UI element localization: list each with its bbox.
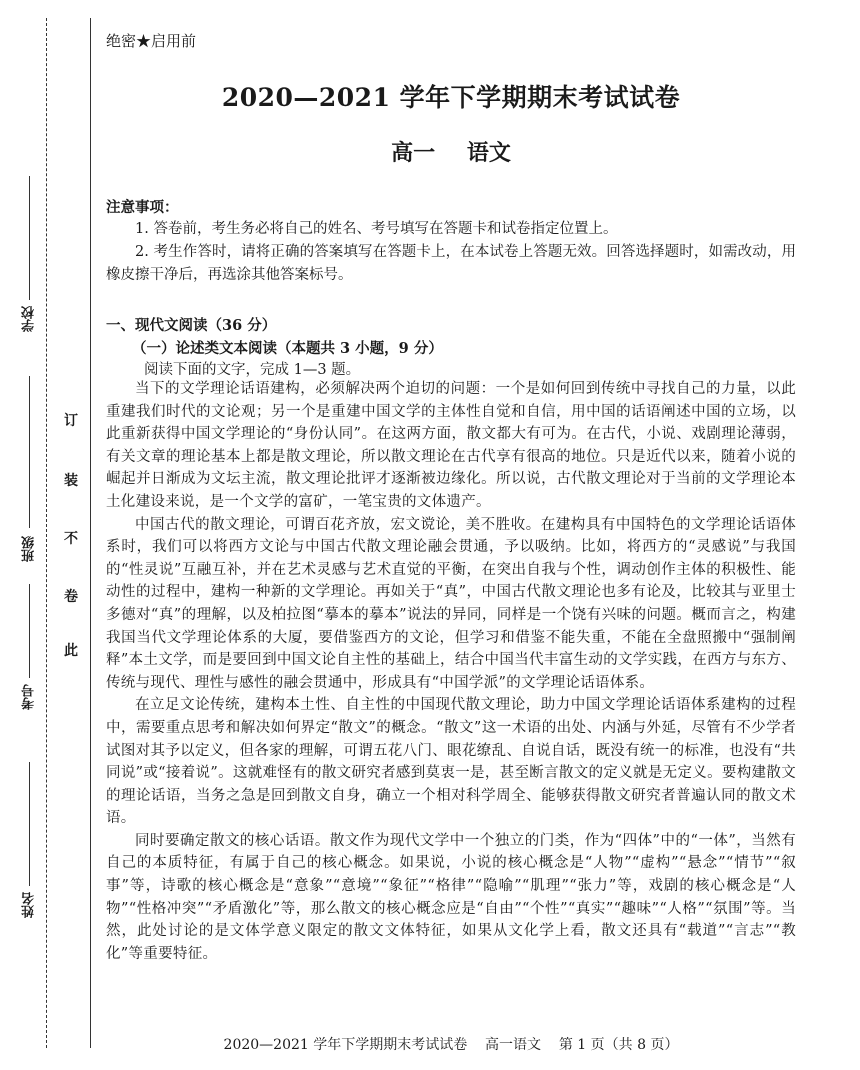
binding-margin (0, 0, 92, 1070)
subsection-heading: （一）论述类文本阅读（本题共 3 小题，9 分） (132, 340, 443, 357)
cut-dashed-line (46, 18, 47, 1048)
school-blank[interactable] (29, 176, 30, 300)
name-label: 姓名 (22, 892, 37, 918)
reading-instruction: 阅读下面的文字，完成 1—3 题。 (144, 362, 361, 378)
exam-number-label: 考号 (22, 684, 37, 710)
notes-heading: 注意事项： (106, 199, 179, 216)
passage-paragraph: 在立足文论传统，建构本土性、自主性的中国现代散文理论，助力中国文学理论话语体系建构的过程中，需要重点思考和解决如何界定“散文”的概念。“散文”这一术语的出处、内涵与外延，尽管有不少学者试图对其予以定义，但各家的理解，可谓五花八门、眼花缭乱、自说自话，既没有统一的标准，也没有“共同说”或“接着说”。这就难怪有的散文研究者感到莫衷一是，甚至断言散文的定义就是无定义。要构建散文的理论话语，当务之急是回到散文自身，确立一个相对科学周全、能够获得散文研究者普遍认同的散文术语。 (106, 697, 796, 827)
passage-paragraph: 当下的文学理论话语建构，必须解决两个迫切的问题：一个是如何回到传统中寻找自己的力量，以此重建我们时代的文论观；另一个是重建中国文学的主体性自觉和自信，用中国的话语阐述中国的立场，以此重新获得中国文学理论的“身份认同”。在这两方面，散文都大有可为。在古代，小说、戏剧理论薄弱，有关文章的理论基本上都是散文理论，所以散文理论在古代享有很高的地位。只是近代以来，随着小说的崛起并日渐成为文坛主流，散文理论批评才逐渐被边缘化。所以说，古代散文理论对于当前的文学理论本土化建设来说，是一个文学的富矿，一笔宝贵的文体遗产。 (106, 381, 796, 510)
exam-title: 2020—2021 学年下学期期末考试试卷 (221, 83, 681, 112)
passage-paragraph: 同时要确定散文的核心话语。散文作为现代文学中一个独立的门类，作为“四体”中的“一体”，当然有自己的本质特征，有属于自己的核心概念。如果说，小说的核心概念是“人物”“虚构”“悬念”“情节”“叙事”等，诗歌的核心概念是“意象”“意境”“象征”“格律”“隐喻”“肌理”“张力”等，戏剧的核心概念是“人物”“性格冲突”“矛盾激化”等，那么散文的核心概念应是“自由”“个性”“真实”“趣味”“人格”“氛围”等。当然，此处讨论的是文体学意义限定的散文文体特征，如果从文化学上看，散文还具有“载道”“言志”“教化”等重要特征。 (106, 832, 796, 962)
section-heading: 一、现代文阅读（36 分） (106, 317, 277, 334)
passage-paragraph: 中国古代的散文理论，可谓百花齐放，宏文谠论，美不胜收。在建构具有中国特色的文学理论话语体系时，我们可以将西方文论与中国古代散文理论融会贯通，予以吸纳。比如，将西方的“灵感说”与我国的“性灵说”互融互补，并在艺术灵感与艺术直觉的平衡，在突出自我与个性，调动创作主体的积极性、能动性的过程中，建构一种新的文学理论。再如关于“真”，中国古代散文理论也多有论及，比较其与亚里士多德对“真”的理解，以及柏拉图“摹本的摹本”说法的异同，同样是一个饶有兴味的问题。概而言之，构建我国当代文学理论体系的大厦，要借鉴西方的文论，但学习和借鉴不能失重，不能在全盘照搬中“强制阐释”本土文学，而是要回到中国文论自主性的基础上，结合中国当代丰富生动的文学实践，在西方与东方、传统与现代、理性与感性的融会贯通中，形成具有“中国学派”的文学理论话语体系。 (106, 516, 796, 691)
class-blank[interactable] (29, 376, 30, 528)
class-label: 班级 (22, 536, 37, 562)
cut-char: 装 (64, 473, 78, 489)
cut-char: 订 (64, 413, 78, 429)
notes-list (106, 218, 796, 287)
secret-mark: 绝密★启用前 (106, 32, 197, 50)
margin-border-line (90, 18, 91, 1048)
cut-char: 此 (64, 643, 78, 659)
page-footer: 2020—2021 学年下学期期末考试试卷 高一语文 第 1 页（共 8 页） (223, 1037, 679, 1053)
cut-char: 不 (64, 531, 78, 547)
name-blank[interactable] (29, 762, 30, 886)
note-item: 1. 答卷前，考生务必将自己的姓名、考号填写在答题卡和试卷指定位置上。 (135, 221, 618, 237)
reading-passage (106, 378, 796, 965)
exam-number-blank[interactable] (29, 584, 30, 678)
note-item: 2. 考生作答时，请将正确的答案填写在答题卡上，在本试卷上答题无效。回答选择题时，如需改动，用橡皮擦干净后，再选涂其他答案标号。 (106, 244, 796, 283)
school-label: 学校 (22, 306, 37, 332)
exam-subtitle: 高一 语文 (391, 140, 511, 166)
cut-char: 卷 (64, 589, 78, 605)
